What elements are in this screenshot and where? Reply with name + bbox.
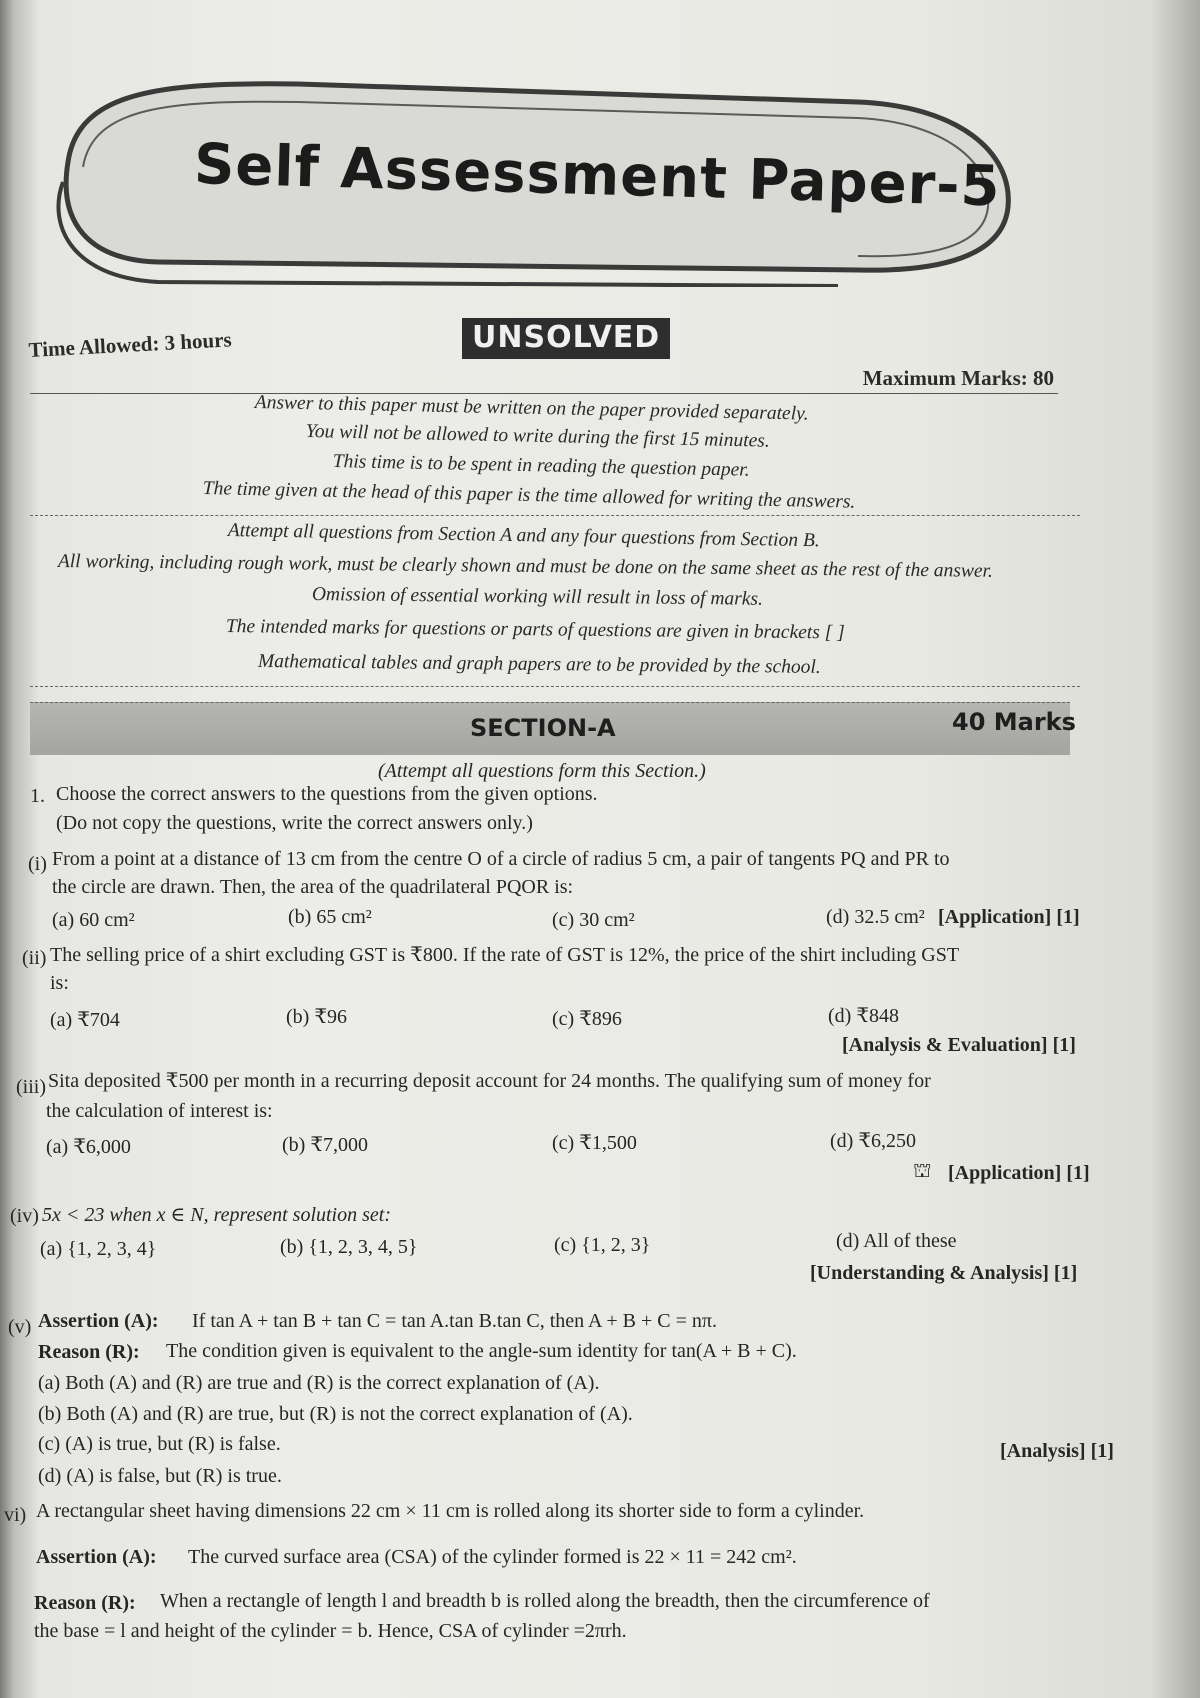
instruction-line: The intended marks for questions or parts of questions are given in brackets [ ] <box>225 616 845 644</box>
option: (c) {1, 2, 3} <box>554 1234 651 1256</box>
assertion-label: Assertion (A): <box>36 1546 157 1568</box>
question-number: (ii) <box>22 947 47 969</box>
maximum-marks: Maximum Marks: 80 <box>862 366 1054 390</box>
question-text: 5x < 23 when x ∈ N, represent solution set: <box>42 1204 391 1226</box>
option: (d) (A) is false, but (R) is true. <box>38 1465 282 1487</box>
question-number: vi) <box>4 1504 27 1526</box>
instruction-line: Mathematical tables and graph papers are to be provided by the school. <box>257 651 821 678</box>
reason-text: When a rectangle of length l and breadth b is rolled along the breadth, then the circumference of <box>160 1590 930 1612</box>
question-tag: [Application] [1] <box>938 906 1080 928</box>
option: (a) ₹704 <box>50 1009 120 1031</box>
option: (b) Both (A) and (R) are true, but (R) is not the correct explanation of (A). <box>38 1403 633 1425</box>
question-number: (iv) <box>10 1205 39 1227</box>
option: (d) ₹6,250 <box>830 1130 917 1152</box>
question-text: the calculation of interest is: <box>46 1100 273 1122</box>
question-number: (iii) <box>16 1076 46 1098</box>
option: (d) ₹848 <box>828 1005 900 1027</box>
option: (b) ₹7,000 <box>282 1134 369 1156</box>
chart-icon: ⛫ <box>913 1160 932 1182</box>
option: (c) ₹896 <box>552 1008 622 1030</box>
assertion-text: The curved surface area (CSA) of the cylinder formed is 22 × 11 = 242 cm². <box>188 1546 797 1568</box>
question-number: (i) <box>28 853 47 875</box>
option: (a) Both (A) and (R) are true and (R) is the correct explanation of (A). <box>38 1372 600 1394</box>
reason-label: Reason (R): <box>38 1341 140 1363</box>
option: (c) ₹1,500 <box>552 1132 637 1154</box>
page-title: Self Assessment Paper-5 <box>193 132 1002 220</box>
question-number: 1. <box>30 785 45 807</box>
question-number: (v) <box>8 1316 32 1338</box>
unsolved-badge: UNSOLVED <box>462 318 670 359</box>
option: (c) (A) is true, but (R) is false. <box>38 1433 281 1455</box>
option: (d) All of these <box>836 1230 957 1252</box>
option: (c) 30 cm² <box>552 909 635 931</box>
reason-label: Reason (R): <box>34 1592 136 1614</box>
question-tag: [Analysis] [1] <box>1000 1440 1114 1462</box>
question-text: Sita deposited ₹500 per month in a recurring deposit account for 24 months. The qualifying sum of money for <box>48 1070 931 1092</box>
instruction-line: All working, including rough work, must be clearly shown and must be done on the same sheet as the rest of the answer. <box>57 551 993 582</box>
divider <box>30 686 1080 687</box>
divider <box>30 515 1080 516</box>
question-tag: [Analysis & Evaluation] [1] <box>842 1034 1076 1056</box>
question-text: the circle are drawn. Then, the area of the quadrilateral PQOR is: <box>52 876 574 898</box>
time-allowed: Time Allowed: 3 hours <box>28 327 233 362</box>
question-tag: [Understanding & Analysis] [1] <box>810 1262 1078 1284</box>
assertion-label: Assertion (A): <box>38 1310 159 1332</box>
assertion-text: If tan A + tan B + tan C = tan A.tan B.tan C, then A + B + C = nπ. <box>192 1310 717 1332</box>
instruction-line: This time is to be spent in reading the question paper. <box>332 451 750 481</box>
option: (b) ₹96 <box>286 1006 348 1028</box>
option: (a) {1, 2, 3, 4} <box>40 1238 157 1260</box>
instruction-line: Attempt all questions from Section A and any four questions from Section B. <box>227 520 820 552</box>
reason-text: The condition given is equivalent to the angle-sum identity for tan(A + B + C). <box>166 1340 797 1362</box>
question-text: The selling price of a shirt excluding GST is ₹800. If the rate of GST is 12%, the price of the shirt including GST <box>50 944 960 966</box>
instruction-line: Answer to this paper must be written on the paper provided separately. <box>254 392 809 425</box>
question-text: is: <box>50 972 69 994</box>
question-text: A rectangular sheet having dimensions 22 cm × 11 cm is rolled along its shorter side to form a cylinder. <box>36 1500 865 1522</box>
question-text: (Do not copy the questions, write the correct answers only.) <box>56 812 533 834</box>
question-tag: [Application] [1] <box>948 1162 1090 1184</box>
divider <box>30 393 1058 394</box>
option: (a) ₹6,000 <box>46 1136 131 1158</box>
option: (d) 32.5 cm² <box>826 906 925 928</box>
section-marks: 40 Marks <box>952 708 1076 736</box>
option: (b) {1, 2, 3, 4, 5} <box>280 1236 418 1258</box>
instruction-line: You will not be allowed to write during the first 15 minutes. <box>305 421 770 452</box>
section-note: (Attempt all questions form this Section.) <box>378 760 706 782</box>
option: (a) 60 cm² <box>52 909 135 931</box>
section-title: SECTION-A <box>470 714 616 742</box>
question-text: Choose the correct answers to the questions from the given options. <box>56 783 598 805</box>
option: (b) 65 cm² <box>288 906 372 928</box>
instruction-line: Omission of essential working will result in loss of marks. <box>311 584 764 610</box>
instruction-line: The time given at the head of this paper is the time allowed for writing the answers. <box>202 478 856 513</box>
reason-text: the base = l and height of the cylinder = b. Hence, CSA of cylinder =2πrh. <box>34 1620 627 1642</box>
question-text: From a point at a distance of 13 cm from the centre O of a circle of radius 5 cm, a pair of tangents PQ and PR to <box>52 848 950 870</box>
